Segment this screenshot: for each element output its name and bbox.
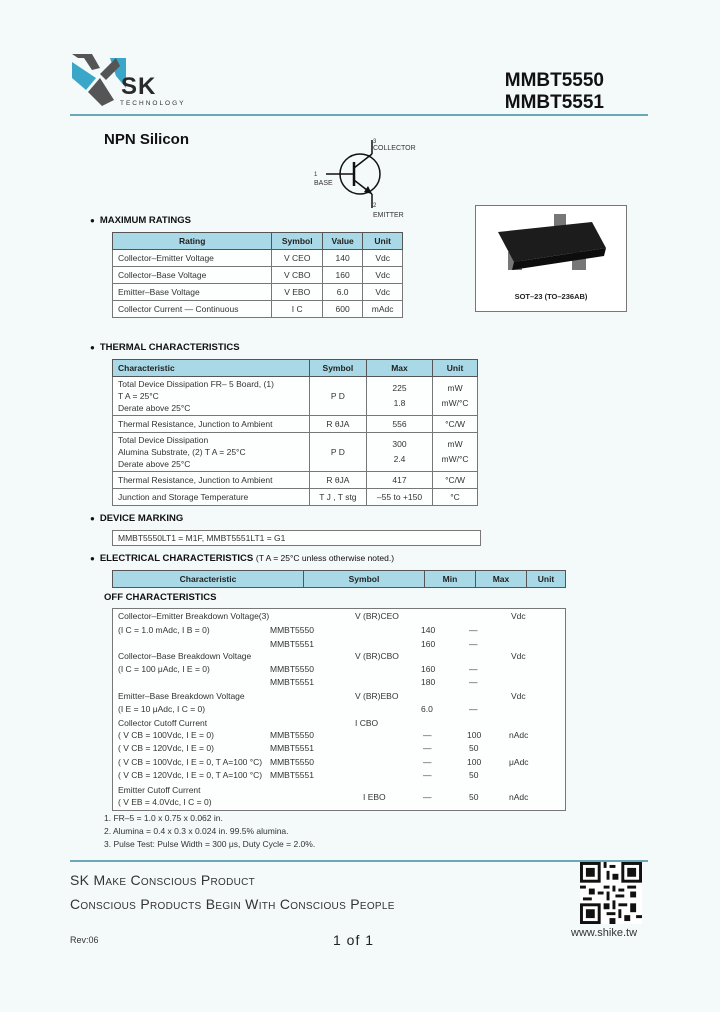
section-device-marking bbox=[90, 513, 183, 524]
cell: Vdc bbox=[363, 250, 403, 267]
col-header: Unit bbox=[363, 233, 403, 250]
col-header: Max bbox=[476, 571, 527, 588]
cell: °C/W bbox=[433, 472, 478, 489]
cell: — bbox=[423, 743, 432, 753]
cell: Emitter–Base Breakdown Voltage bbox=[118, 691, 245, 701]
cell: Alumina Substrate, (2) T A = 25°C bbox=[118, 447, 246, 457]
cell: °C bbox=[433, 489, 478, 506]
cell: 417 bbox=[366, 472, 432, 489]
cell: V (BR)EBO bbox=[355, 691, 399, 701]
cell: Collector Current — Continuous bbox=[113, 301, 272, 318]
cell: 225 bbox=[392, 383, 407, 393]
cell: mW bbox=[447, 439, 463, 449]
cell: ( V CB = 120Vdc, I E = 0, T A=100 °C) bbox=[118, 770, 263, 780]
cell: °C/W bbox=[433, 416, 478, 433]
cell: nAdc bbox=[509, 730, 529, 740]
table-row bbox=[113, 489, 478, 506]
cell: (I E = 10 μAdc, I C = 0) bbox=[118, 704, 206, 714]
logo-text: SK bbox=[121, 73, 157, 100]
sot23-package-icon bbox=[476, 206, 626, 288]
bullet-icon: ● bbox=[90, 343, 95, 352]
col-header: Unit bbox=[433, 360, 478, 377]
cell: Collector–Emitter Voltage bbox=[113, 250, 272, 267]
col-header: Symbol bbox=[304, 571, 425, 588]
col-header: Characteristic bbox=[113, 360, 310, 377]
cell: 160 bbox=[323, 267, 363, 284]
off-characteristics-table bbox=[112, 608, 566, 812]
page-title: NPN Silicon bbox=[104, 131, 190, 148]
cell: Vdc bbox=[363, 284, 403, 301]
off-characteristics-title: OFF CHARACTERISTICS bbox=[104, 592, 217, 603]
cell: mW/°C bbox=[441, 454, 469, 464]
table-row bbox=[113, 301, 403, 318]
cell: Junction and Storage Temperature bbox=[113, 489, 310, 506]
cell: Vdc bbox=[511, 691, 526, 701]
table-row bbox=[113, 250, 403, 267]
cell: 160 bbox=[421, 639, 436, 649]
cell: P D bbox=[309, 377, 366, 416]
cell: Derate above 25°C bbox=[118, 403, 191, 413]
table-row bbox=[112, 608, 566, 651]
cell: Thermal Resistance, Junction to Ambient bbox=[113, 472, 310, 489]
table-row bbox=[113, 267, 403, 284]
cell: MMBT5551 bbox=[270, 743, 314, 753]
bullet-icon: ● bbox=[90, 554, 95, 563]
cell: 160 bbox=[421, 664, 436, 674]
cell: 6.0 bbox=[421, 704, 433, 714]
cell: 2.4 bbox=[393, 454, 406, 464]
cell: nAdc bbox=[509, 792, 529, 802]
cell: V (BR)CEO bbox=[355, 611, 399, 621]
base-label: BASE bbox=[314, 180, 333, 187]
cell: V EBO bbox=[272, 284, 323, 301]
cell: Emitter–Base Voltage bbox=[113, 284, 272, 301]
website-url[interactable]: www.shike.tw bbox=[571, 927, 638, 939]
cell: I CBO bbox=[355, 718, 379, 728]
cell: MMBT5551 bbox=[270, 677, 314, 687]
cell: V (BR)CBO bbox=[355, 651, 399, 661]
bullet-icon: ● bbox=[90, 514, 95, 523]
cell: Vdc bbox=[363, 267, 403, 284]
cell: R θJA bbox=[309, 472, 366, 489]
cell: I EBO bbox=[363, 792, 386, 802]
cell: T J , T stg bbox=[309, 489, 366, 506]
note-2: 2. Alumina = 0.4 x 0.3 x 0.024 in. 99.5% alumina. bbox=[104, 826, 289, 836]
thermal-table bbox=[112, 359, 478, 506]
table-row bbox=[112, 784, 566, 811]
cell: ( V CB = 100Vdc, I E = 0, T A=100 °C) bbox=[118, 757, 263, 767]
cell: Derate above 25°C bbox=[118, 459, 191, 469]
cell: 50 bbox=[469, 792, 479, 802]
cell: ( V CB = 120Vdc, I E = 0) bbox=[118, 743, 214, 753]
col-header: Min bbox=[425, 571, 476, 588]
bullet-icon: ● bbox=[90, 216, 95, 225]
table-row bbox=[113, 472, 478, 489]
cell: Total Device Dissipation bbox=[118, 435, 209, 445]
pin3-label: 3 bbox=[373, 139, 377, 145]
device-marking-box: MMBT5550LT1 = M1F, MMBT5551LT1 = G1 bbox=[112, 530, 481, 546]
cell: — bbox=[423, 792, 432, 802]
cell: 600 bbox=[323, 301, 363, 318]
cell: V CBO bbox=[272, 267, 323, 284]
page-number: 1 of 1 bbox=[333, 932, 375, 948]
cell: Thermal Resistance, Junction to Ambient bbox=[113, 416, 310, 433]
revision: Rev:06 bbox=[70, 935, 99, 945]
cell: 50 bbox=[469, 770, 479, 780]
cell: — bbox=[423, 730, 432, 740]
table-row bbox=[113, 284, 403, 301]
part-number-1: MMBT5550 bbox=[504, 70, 604, 91]
col-header: Characteristic bbox=[113, 571, 304, 588]
cell: μAdc bbox=[509, 757, 529, 767]
section-title: DEVICE MARKING bbox=[99, 513, 184, 524]
col-header: Symbol bbox=[272, 233, 323, 250]
col-header: Max bbox=[366, 360, 432, 377]
cell: P D bbox=[309, 433, 366, 472]
part-number-2: MMBT5551 bbox=[504, 92, 604, 113]
table-row bbox=[112, 717, 566, 785]
cell: MMBT5550 bbox=[270, 757, 314, 767]
cell: — bbox=[423, 757, 432, 767]
cell: mAdc bbox=[363, 301, 403, 318]
cell: (I C = 100 μAdc, I E = 0) bbox=[118, 664, 210, 674]
cell: –55 to +150 bbox=[366, 489, 432, 506]
section-thermal bbox=[90, 342, 240, 353]
note-1: 1. FR–5 = 1.0 x 0.75 x 0.062 in. bbox=[104, 813, 223, 823]
cell: — bbox=[469, 677, 478, 687]
footer-divider bbox=[70, 860, 648, 862]
col-header: Value bbox=[323, 233, 363, 250]
cell: 180 bbox=[421, 677, 436, 687]
table-row bbox=[113, 377, 478, 416]
section-max-ratings bbox=[90, 215, 191, 226]
cell: — bbox=[469, 704, 478, 714]
cell: ( V CB = 100Vdc, I E = 0) bbox=[118, 730, 214, 740]
col-header: Unit bbox=[527, 571, 566, 588]
cell: 140 bbox=[323, 250, 363, 267]
cell: 6.0 bbox=[323, 284, 363, 301]
table-row bbox=[113, 433, 478, 472]
cell: V CEO bbox=[272, 250, 323, 267]
cell: T A = 25°C bbox=[118, 391, 159, 401]
table-row bbox=[112, 689, 566, 718]
cell: MMBT5551 bbox=[270, 639, 314, 649]
col-header: Symbol bbox=[309, 360, 366, 377]
cell: Collector–Emitter Breakdown Voltage(3) bbox=[118, 611, 270, 621]
section-title: ELECTRICAL CHARACTERISTICS bbox=[99, 553, 254, 564]
cell: 1.8 bbox=[393, 398, 406, 408]
cell: Vdc bbox=[511, 611, 526, 621]
cell: Emitter Cutoff Current bbox=[118, 785, 201, 795]
pin2-label: 2 bbox=[373, 203, 377, 209]
cell: mW bbox=[447, 383, 463, 393]
cell: — bbox=[469, 639, 478, 649]
cell: MMBT5551 bbox=[270, 770, 314, 780]
cell: Total Device Dissipation FR– 5 Board, (1) bbox=[118, 379, 274, 389]
section-note: (T A = 25°C unless otherwise noted.) bbox=[255, 553, 395, 563]
col-header: Rating bbox=[113, 233, 272, 250]
cell: Collector Cutoff Current bbox=[118, 718, 208, 728]
section-title: MAXIMUM RATINGS bbox=[99, 215, 191, 226]
cell: (I C = 1.0 mAdc, I B = 0) bbox=[118, 625, 210, 635]
pin1-label: 1 bbox=[314, 172, 318, 178]
footer-slogan-1: SK Make Conscious Product bbox=[70, 872, 256, 888]
package-box bbox=[475, 205, 627, 312]
electrical-header-table bbox=[112, 570, 566, 588]
cell: I C bbox=[272, 301, 323, 318]
cell: — bbox=[423, 770, 432, 780]
cell: mW/°C bbox=[441, 398, 469, 408]
max-ratings-table bbox=[112, 232, 403, 318]
footer-slogan-2: Conscious Products Begin With Conscious People bbox=[70, 896, 395, 912]
cell: 50 bbox=[469, 743, 479, 753]
package-label: SOT–23 (TO–236AB) bbox=[514, 292, 588, 301]
collector-label: COLLECTOR bbox=[373, 145, 416, 152]
cell: Collector–Base Breakdown Voltage bbox=[118, 651, 252, 661]
cell: 300 bbox=[392, 439, 407, 449]
section-title: THERMAL CHARACTERISTICS bbox=[99, 342, 240, 353]
table-row bbox=[113, 416, 478, 433]
logo-subtext: TECHNOLOGY bbox=[120, 100, 186, 107]
cell: Collector–Base Voltage bbox=[113, 267, 272, 284]
qr-code-icon bbox=[580, 862, 642, 924]
section-electrical bbox=[90, 553, 394, 564]
cell: 556 bbox=[366, 416, 432, 433]
cell: 140 bbox=[421, 625, 436, 635]
cell: — bbox=[469, 664, 478, 674]
cell: Vdc bbox=[511, 651, 526, 661]
cell: — bbox=[469, 625, 478, 635]
cell: 100 bbox=[467, 757, 482, 767]
cell: R θJA bbox=[309, 416, 366, 433]
cell: MMBT5550 bbox=[270, 730, 314, 740]
emitter-label: EMITTER bbox=[373, 212, 404, 219]
cell: 100 bbox=[467, 730, 482, 740]
note-3: 3. Pulse Test: Pulse Width = 300 μs, Duty Cycle = 2.0%. bbox=[104, 839, 316, 849]
cell: MMBT5550 bbox=[270, 664, 314, 674]
cell: ( V EB = 4.0Vdc, I C = 0) bbox=[118, 797, 212, 807]
cell: MMBT5550 bbox=[270, 625, 314, 635]
header-divider bbox=[70, 114, 648, 116]
table-row bbox=[112, 649, 566, 690]
